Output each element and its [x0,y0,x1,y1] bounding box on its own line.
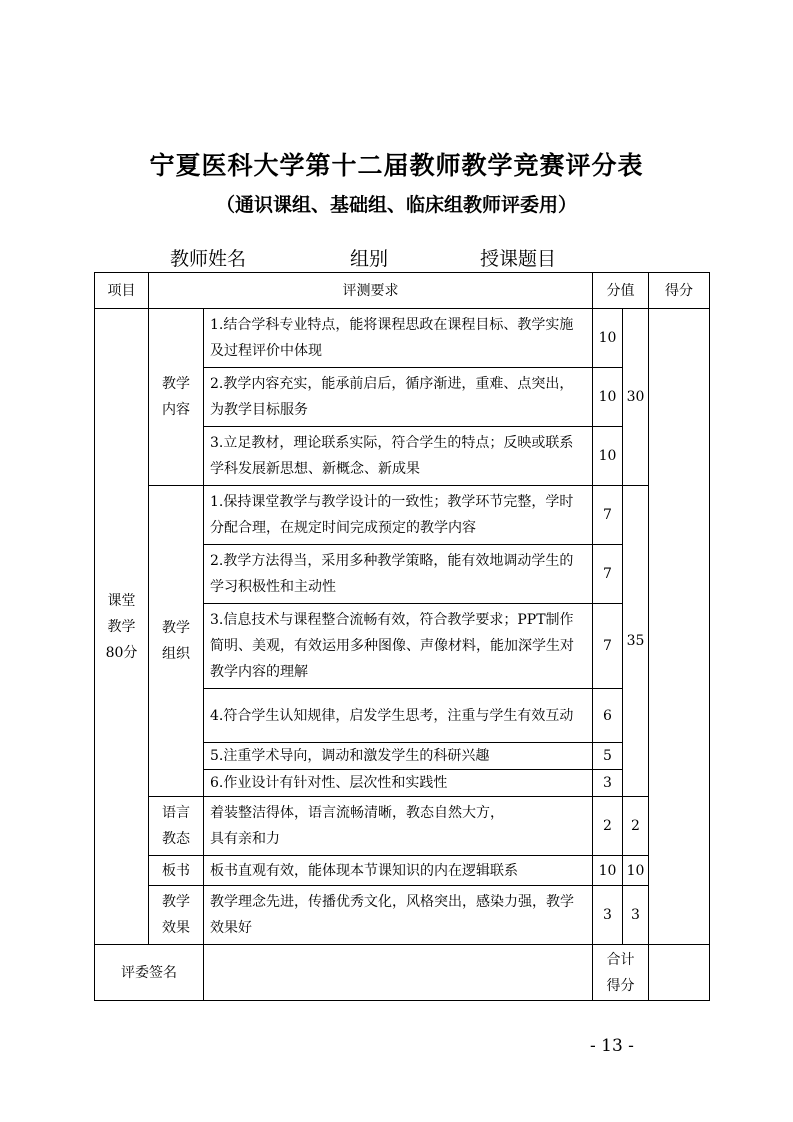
criterion-text: 1.结合学科专业特点，能将课程思政在课程目标、教学实施及过程评价中体现 [204,309,593,368]
points-cell: 10 [593,856,623,886]
page-number: - 13 - [590,1036,634,1056]
criterion-text: 1.保持课堂教学与教学设计的一致性；教学环节完整，学时分配合理，在规定时间完成预定的教学内容 [204,486,593,545]
header-row [95,273,710,309]
criterion-text: 6.作业设计有针对性、层次性和实践性 [204,770,593,797]
criterion-text: 3.信息技术与课程整合流畅有效，符合教学要求；PPT制作简明、美观，有效运用多种图像、声像材料，能加深学生对教学内容的理解 [204,604,593,689]
judge-sign-label: 评委签名 [95,945,204,1001]
criterion-line: 具有亲和力 [210,831,280,847]
group-language-label: 语言教态 [149,797,204,856]
footer-row [95,945,710,1001]
criterion-text: 板书直观有效，能体现本节课知识的内在逻辑联系 [204,856,593,886]
points-cell: 3 [593,770,623,797]
points-cell: 10 [593,427,623,486]
points-cell: 10 [593,309,623,368]
teacher-name-label: 教师姓名 [170,248,247,270]
page-subtitle: （通识课组、基础组、临床组教师评委用） [215,194,577,216]
table-row [95,309,710,368]
group-language-subtotal: 2 [623,797,649,856]
section-label: 课堂教学80分 [95,309,149,945]
group-content-subtotal: 30 [623,309,649,486]
table-row [95,797,710,856]
group-effect-subtotal: 3 [623,886,649,945]
group-board-subtotal: 10 [623,856,649,886]
group-effect-label: 教学效果 [149,886,204,945]
group-label: 组别 [350,248,389,270]
criterion-text: 5.注重学术导向，调动和激发学生的科研兴趣 [204,743,593,770]
page-title: 宁夏医科大学第十二届教师教学竞赛评分表 [149,151,644,180]
criterion-text: 2.教学方法得当，采用多种教学策略，能有效地调动学生的学习积极性和主动性 [204,545,593,604]
points-cell: 6 [593,689,623,743]
table-row [95,486,710,545]
criterion-text: 4.符合学生认知规律，启发学生思考，注重与学生有效互动 [204,689,593,743]
points-cell: 3 [593,886,623,945]
group-content-label: 教学内容 [149,309,204,486]
criterion-text: 教学理念先进，传播优秀文化，风格突出，感染力强，教学效果好 [204,886,593,945]
table-row [95,856,710,886]
header-score: 得分 [649,273,710,309]
group-board-label: 板书 [149,856,204,886]
points-cell: 2 [593,797,623,856]
header-criteria: 评测要求 [149,273,593,309]
criterion-line: 着装整洁得体，语言流畅清晰，教态自然大方， [210,805,504,821]
criterion-text [204,797,593,856]
points-cell: 7 [593,486,623,545]
topic-label: 授课题目 [480,248,557,270]
header-points: 分值 [593,273,649,309]
criterion-text: 3.立足教材，理论联系实际，符合学生的特点；反映或联系学科发展新思想、新概念、新成果 [204,427,593,486]
group-organization-label: 教学组织 [149,486,204,797]
header-item: 项目 [95,273,149,309]
judge-sign-field[interactable] [204,945,593,1001]
total-label: 合计得分 [593,945,649,1001]
group-organization-subtotal: 35 [623,486,649,797]
table-row [95,886,710,945]
points-cell: 5 [593,743,623,770]
score-table [94,272,710,1001]
points-cell: 7 [593,545,623,604]
criterion-text: 2.教学内容充实，能承前启后，循序渐进，重难、点突出，为教学目标服务 [204,368,593,427]
total-score-field[interactable] [649,945,710,1001]
points-cell: 7 [593,604,623,689]
points-cell: 10 [593,368,623,427]
score-cell[interactable] [649,309,710,945]
